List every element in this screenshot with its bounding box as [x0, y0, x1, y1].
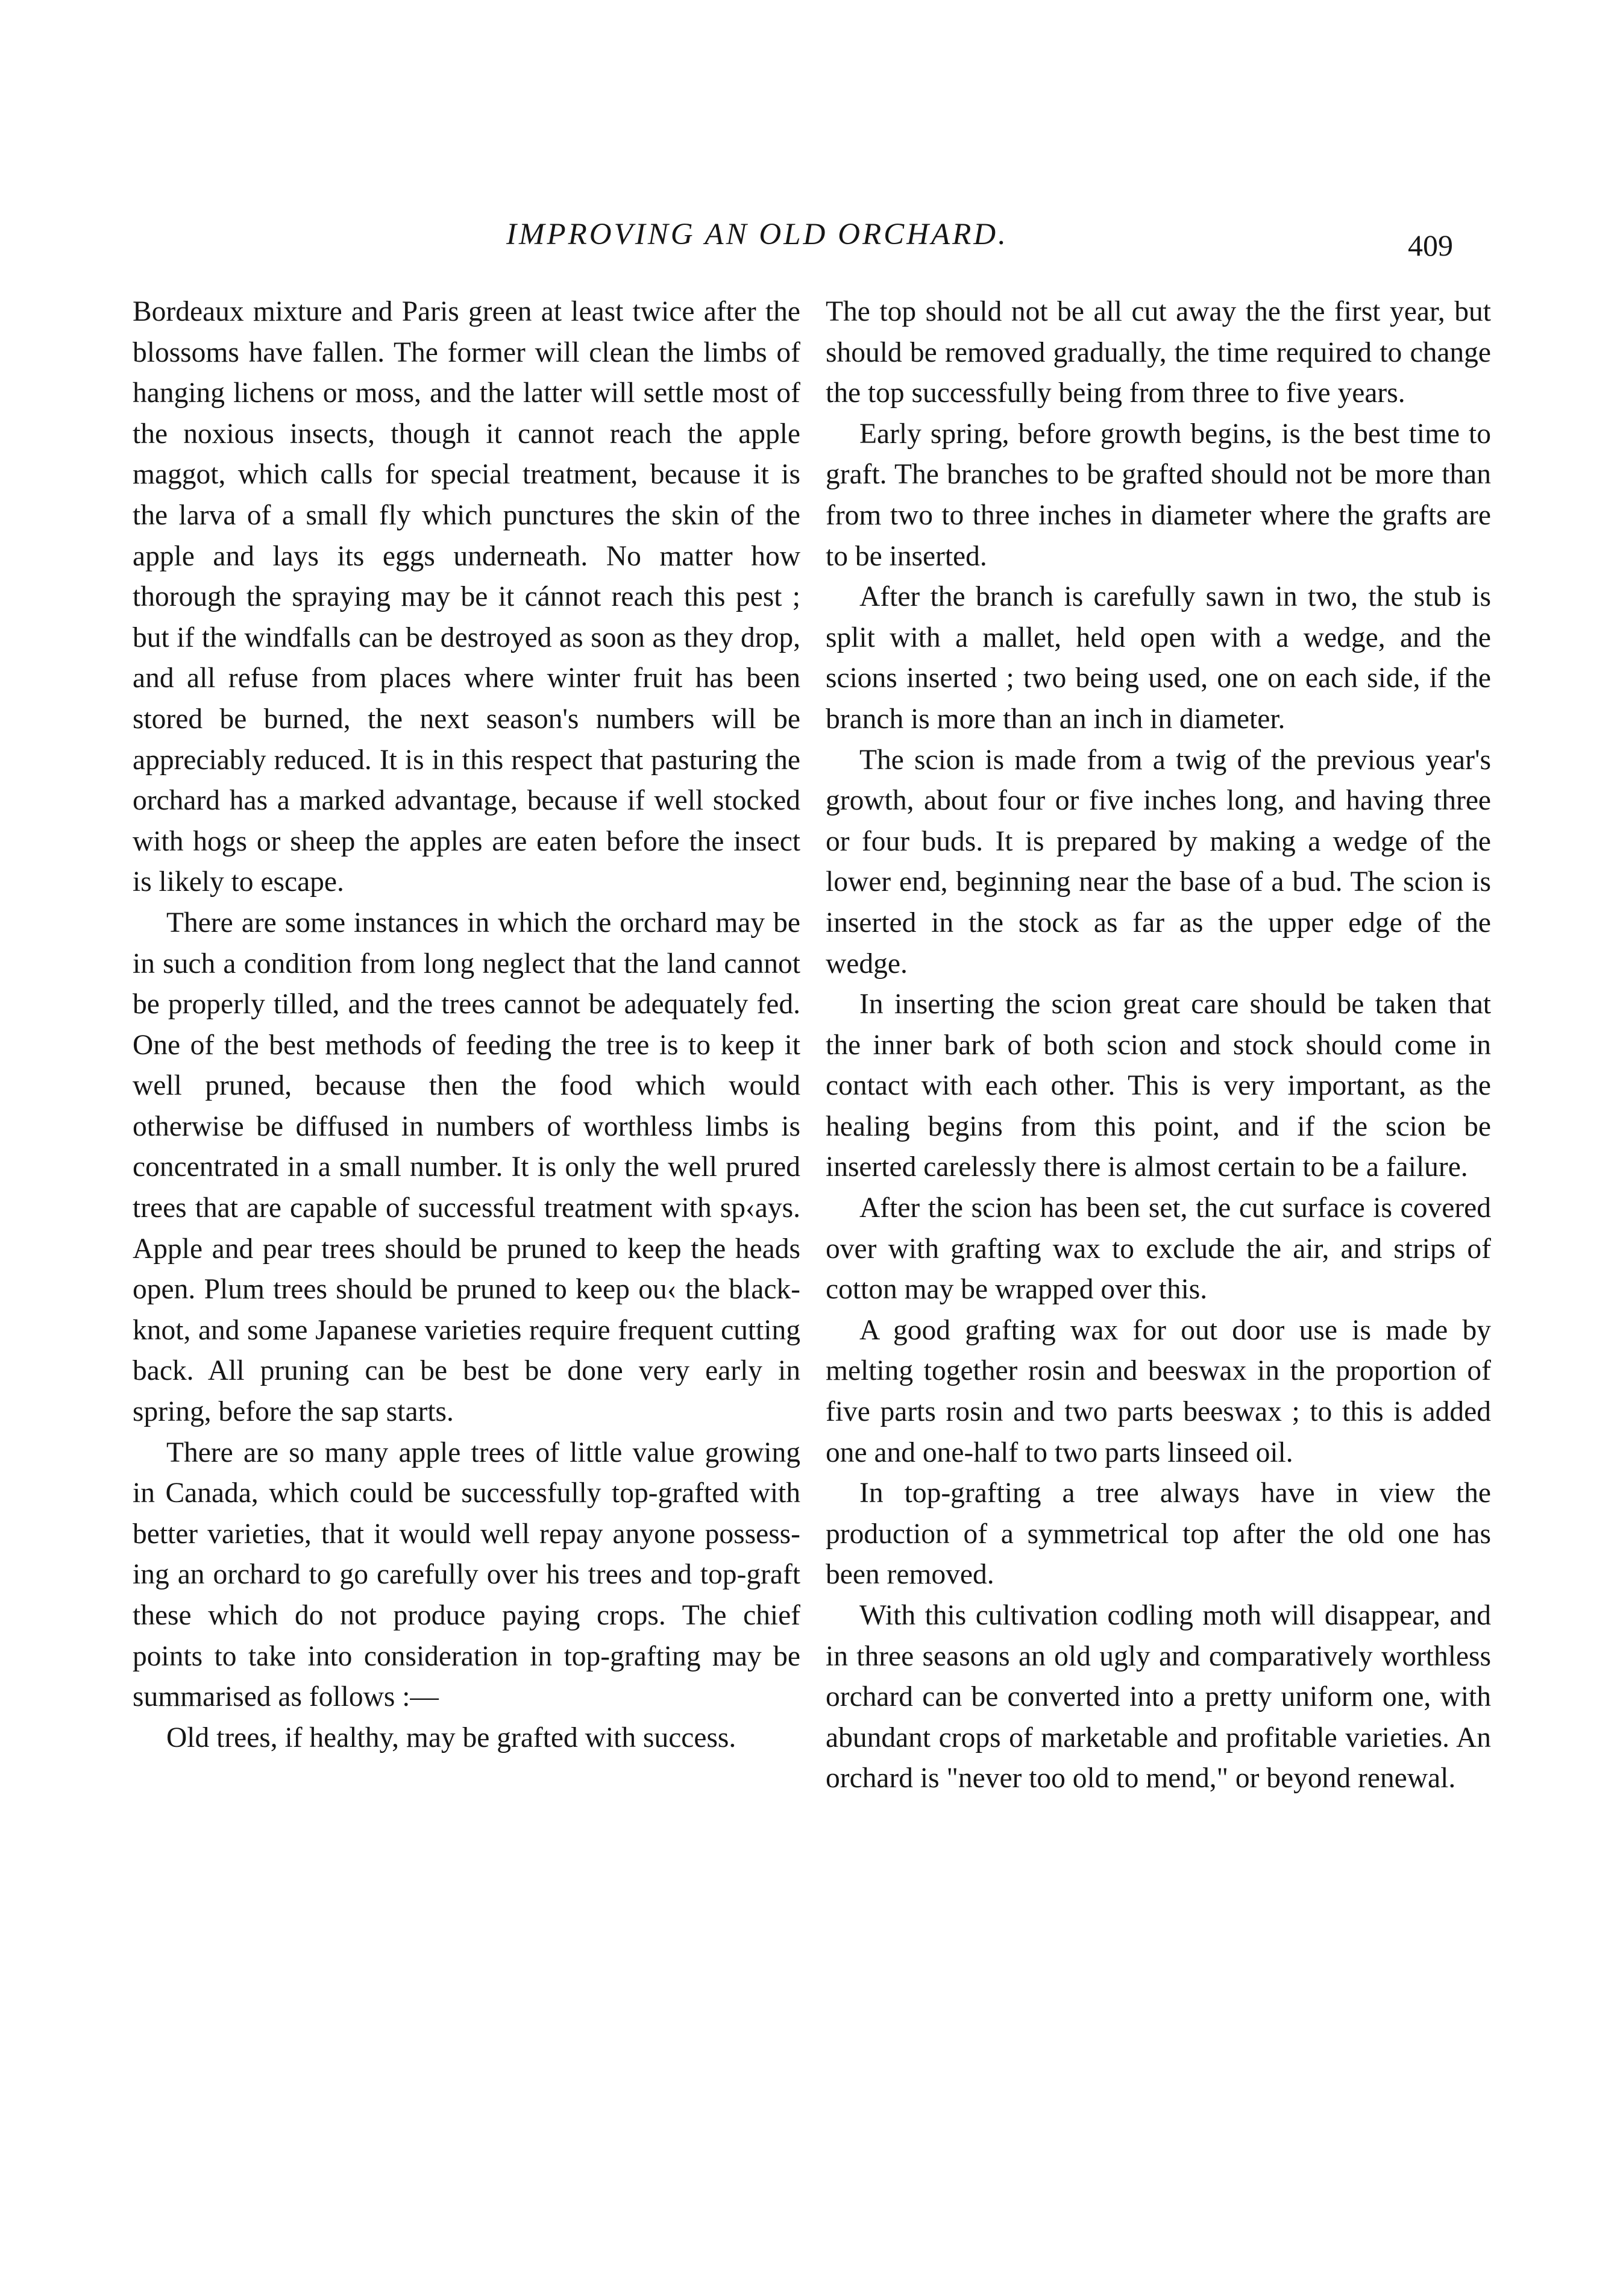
paragraph: The top should not be all cut away the the first year, but should be removed gradually, the time required to change the top successfully being from three to five years.: [826, 296, 1491, 409]
page-number: 409: [1408, 228, 1453, 262]
paragraph: There are so many apple trees of little value growing in Canada, which could be successfully top-grafted with better varieties, that it would well repay anyone possessing an orchard to go carefully over his trees and top-graft these which do not produce paying crops. The chief points to take into consideration in top-grafting may be summarised as follows :—: [133, 1436, 800, 1713]
paragraph: A good grafting wax for out door use is made by melting together rosin and beeswax in the proportion of five parts rosin and two parts beeswax ; to this is added one and one-half to two parts linseed oil.: [826, 1314, 1491, 1468]
paragraph: Bordeaux mixture and Paris green at least twice after the blossoms have fallen. The former will clean the limbs of hanging lichens or moss, and the latter will settle most of the noxious insects, though it cannot reach the apple maggot, which calls for special treatment, because it is the larva of a small fly which punctures the skin of the apple and lays its eggs underneath. No matter how thorough the spraying may be it cánnot reach this pest ; but if the windfalls can be destroyed as soon as they drop, and all refuse from places where winter fruit has been stored be burned, the next season's numbers will be appreciably reduced. It is in this respect that pasturing the orchard has a marked advantage, because if well stocked with hogs or sheep the apples are eaten before the insect is likely to escape.: [133, 296, 800, 898]
running-title: IMPROVING AN OLD ORCHARD.: [506, 218, 1008, 251]
right-column: [826, 292, 1491, 1799]
paragraph: After the scion has been set, the cut surface is covered over with grafting wax to exclude the air, and strips of cotton may be wrapped over this.: [826, 1192, 1491, 1306]
paragraph: Early spring, before growth begins, is the best time to graft. The branches to be grafted should not be more than from two to three inches in diameter where the grafts are to be inserted.: [826, 418, 1491, 572]
paragraph: With this cultivation codling moth will disappear, and in three seasons an old ugly and comparatively worthless orchard can be converted into a pretty uniform one, with abundant crops of marketable and profitable varieties. An orchard is "never too old to mend," or beyond renewal.: [826, 1600, 1491, 1794]
paragraph: There are some instances in which the orchard may be in such a condition from long neglect that the land cannot be properly tilled, and the trees cannot be adequately fed. One of the best methods of feeding the tree is to keep it well pruned, because then the food which would otherwise be diffused in numbers of worthless limbs is concentrated in a small number. It is only the well prured trees that are capable of successful treatment with sp‹ays. Apple and pear trees should be pruned to keep the heads open. Plum trees should be pruned to keep ou‹ the black-knot, and some Japanese varieties require frequent cutting back. All pruning can be best be done very early in spring, before the sap starts.: [133, 907, 800, 1428]
paragraph: In inserting the scion great care should be taken that the inner bark of both scion and stock should come in contact with each other. This is very important, as the healing begins from this point, and if the scion be inserted carelessly there is almost certain to be a failure.: [826, 989, 1491, 1183]
paragraph: The scion is made from a twig of the previous year's growth, about four or five inches long, and having three or four buds. It is prepared by making a wedge of the lower end, beginning near the base of a bud. The scion is inserted in the stock as far as the upper edge of the wedge.: [826, 744, 1491, 980]
paragraph: After the branch is carefully sawn in two, the stub is split with a mallet, held open with a wedge, and the scions inserted ; two being used, one on each side, if the branch is more than an inch in diameter.: [826, 581, 1491, 735]
left-column: [133, 292, 800, 1758]
paragraph: In top-grafting a tree always have in view the production of a symmetrical top after the old one has been removed.: [826, 1477, 1491, 1591]
paragraph: Old trees, if healthy, may be grafted with success.: [166, 1722, 736, 1753]
